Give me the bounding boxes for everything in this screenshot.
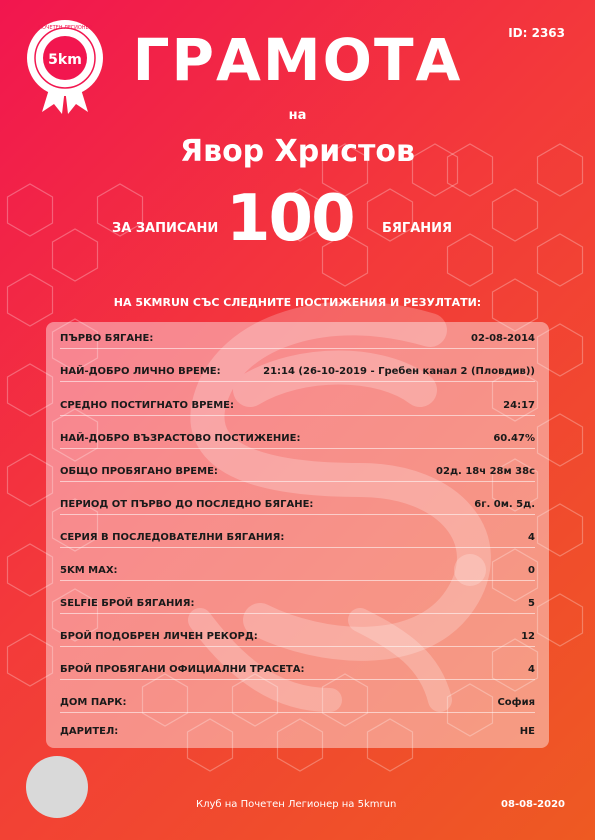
certificate-id: ID: 2363: [508, 26, 565, 40]
run-count: 100: [226, 182, 354, 256]
stat-value: София: [497, 696, 535, 708]
stat-label: БРОЙ ПОДОБРЕН ЛИЧЕН РЕКОРД:: [60, 630, 258, 642]
stat-row: [60, 395, 535, 416]
certificate-title: ГРАМОТА: [132, 26, 463, 94]
stat-row: [60, 494, 535, 515]
stat-row: [60, 593, 535, 614]
recorded-label: ЗА ЗАПИСАНИ: [112, 221, 219, 236]
issue-date: 08-08-2020: [501, 799, 565, 810]
stat-value: 6г. 0м. 5д.: [474, 498, 535, 510]
stat-value: 21:14 (26-10-2019 - Гребен канал 2 (Пловдив)): [263, 365, 535, 377]
stats-panel: [46, 322, 549, 748]
stat-value: 02д. 18ч 28м 38с: [436, 465, 535, 477]
stat-label: НАЙ-ДОБРО ВЪЗРАСТОВО ПОСТИЖЕНИЕ:: [60, 432, 301, 444]
runs-label: БЯГАНИЯ: [382, 221, 453, 236]
stat-label: СРЕДНО ПОСТИГНАТО ВРЕМЕ:: [60, 399, 235, 411]
stat-label: БРОЙ ПРОБЯГАНИ ОФИЦИАЛНИ ТРАСЕТА:: [60, 663, 305, 675]
achievements-subtitle: НА 5KMRUN СЪС СЛЕДНИТЕ ПОСТИЖЕНИЯ И РЕЗУЛТАТИ:: [113, 296, 482, 309]
seal-logo: 5km: [48, 52, 82, 68]
preposition-na: на: [288, 108, 307, 123]
stat-label: ПЪРВО БЯГАНЕ:: [60, 332, 154, 344]
stat-label: SELFIE БРОЙ БЯГАНИЯ:: [60, 597, 195, 609]
stat-row: [60, 692, 535, 713]
club-name: Клуб на Почетен Легионер на 5kmrun: [196, 799, 397, 810]
recipient-name: Явор Христов: [179, 134, 415, 169]
stat-value: 5: [528, 597, 535, 609]
stat-label: СЕРИЯ В ПОСЛЕДОВАТЕЛНИ БЯГАНИЯ:: [60, 531, 285, 543]
seal-text: ПОЧЕТЕН ЛЕГИОНЕР: [38, 25, 92, 31]
stat-row: [60, 721, 535, 741]
avatar: [26, 756, 88, 818]
stat-value: 0: [528, 564, 535, 576]
stat-label: ПЕРИОД ОТ ПЪРВО ДО ПОСЛЕДНО БЯГАНЕ:: [60, 498, 314, 510]
stat-value: 24:17: [503, 399, 535, 411]
stat-label: ДАРИТЕЛ:: [60, 725, 119, 737]
stat-row: [60, 328, 535, 349]
stat-label: ДОМ ПАРК:: [60, 696, 127, 708]
stat-row: [60, 560, 535, 581]
stat-value: НЕ: [519, 725, 535, 737]
stat-value: 4: [528, 531, 535, 543]
stat-row: [60, 626, 535, 647]
stat-value: 4: [528, 663, 535, 675]
stat-row: [60, 461, 535, 482]
stat-row: [60, 527, 535, 548]
stat-value: 02-08-2014: [471, 332, 535, 344]
stat-value: 60.47%: [493, 432, 535, 444]
stat-label: НАЙ-ДОБРО ЛИЧНО ВРЕМЕ:: [60, 365, 221, 377]
stat-label: ОБЩО ПРОБЯГАНО ВРЕМЕ:: [60, 465, 218, 477]
stat-row: [60, 361, 535, 382]
stat-row: [60, 428, 535, 449]
stat-row: [60, 659, 535, 680]
stat-value: 12: [521, 630, 535, 642]
stat-label: 5KM MAX:: [60, 564, 118, 576]
